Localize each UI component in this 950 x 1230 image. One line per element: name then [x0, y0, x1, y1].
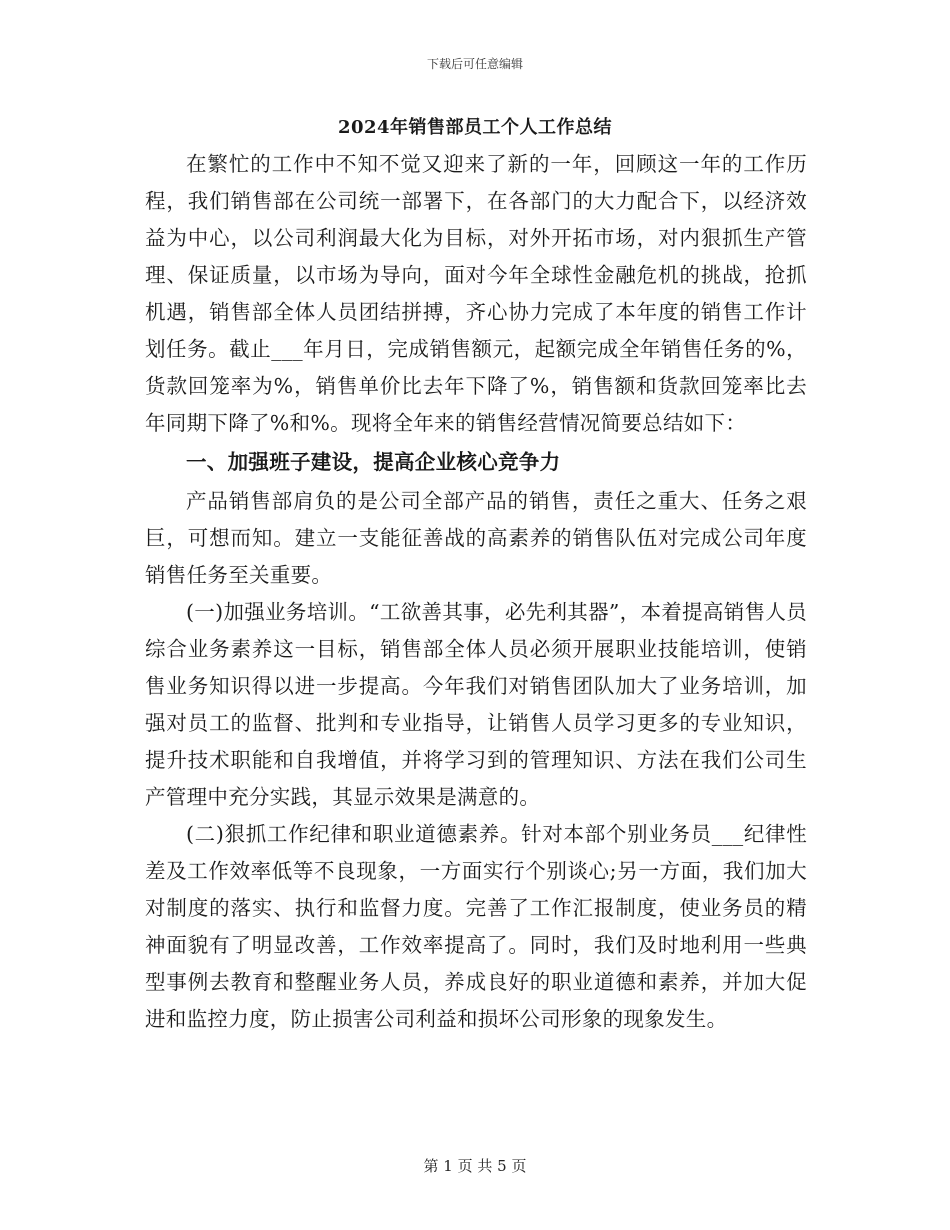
section-1-paragraph: 产品销售部肩负的是公司全部产品的销售，责任之重大、任务之艰巨，可想而知。建立一支能征善战的高素养的销售队伍对完成公司年度销售任务至关重要。: [145, 489, 807, 587]
page-indicator: 第 1 页 共 5 页: [423, 1157, 527, 1175]
intro-paragraph: 在繁忙的工作中不知不觉又迎来了新的一年，回顾这一年的工作历程，我们销售部在公司统一部署下，在各部门的大力配合下，以经济效益为中心，以公司利润最大化为目标，对外开拓市场，对内狠抓生产管理、保证质量，以市场为导向，面对今年全球性金融危机的挑战，抢抓机遇，销售部全体人员团结拼搏，齐心协力完成了本年度的销售工作计划任务。截止___年月日，完成销售额元，起额完成全年销售任务的%，货款回笼率为%，销售单价比去年下降了%，销售额和货款回笼率比去年同期下降了%和%。现将全年来的销售经营情况简要总结如下：: [145, 152, 807, 435]
subsection-1-paragraph: (一)加强业务培训。“工欲善其事，必先利其器”，本着提高销售人员综合业务素养这一目标，销售部全体人员必须开展职业技能培训，使销售业务知识得以进一步提高。今年我们对销售团队加大了业务培训，加强对员工的监督、批判和专业指导，让销售人员学习更多的专业知识，提升技术职能和自我增值，并将学习到的管理知识、方法在我们公司生产管理中充分实践，其显示效果是满意的。: [145, 600, 807, 809]
header-note: 下载后可任意编辑: [426, 57, 523, 71]
section-heading-1: 一、加强班子建设，提高企业核心竞争力: [186, 450, 561, 474]
document-body: [145, 146, 807, 1038]
document-title: 2024年销售部员工个人工作总结: [337, 117, 613, 138]
subsection-2-paragraph: (二)狠抓工作纪律和职业道德素养。针对本部个别业务员___纪律性差及工作效率低等不良现象，一方面实行个别谈心;另一方面，我们加大对制度的落实、执行和监督力度。完善了工作汇报制度，使业务员的精神面貌有了明显改善，工作效率提高了。同时，我们及时地利用一些典型事例去教育和整醒业务人员，养成良好的职业道德和素养，并加大促进和监控力度，防止损害公司利益和损坏公司形象的现象发生。: [145, 822, 807, 1031]
